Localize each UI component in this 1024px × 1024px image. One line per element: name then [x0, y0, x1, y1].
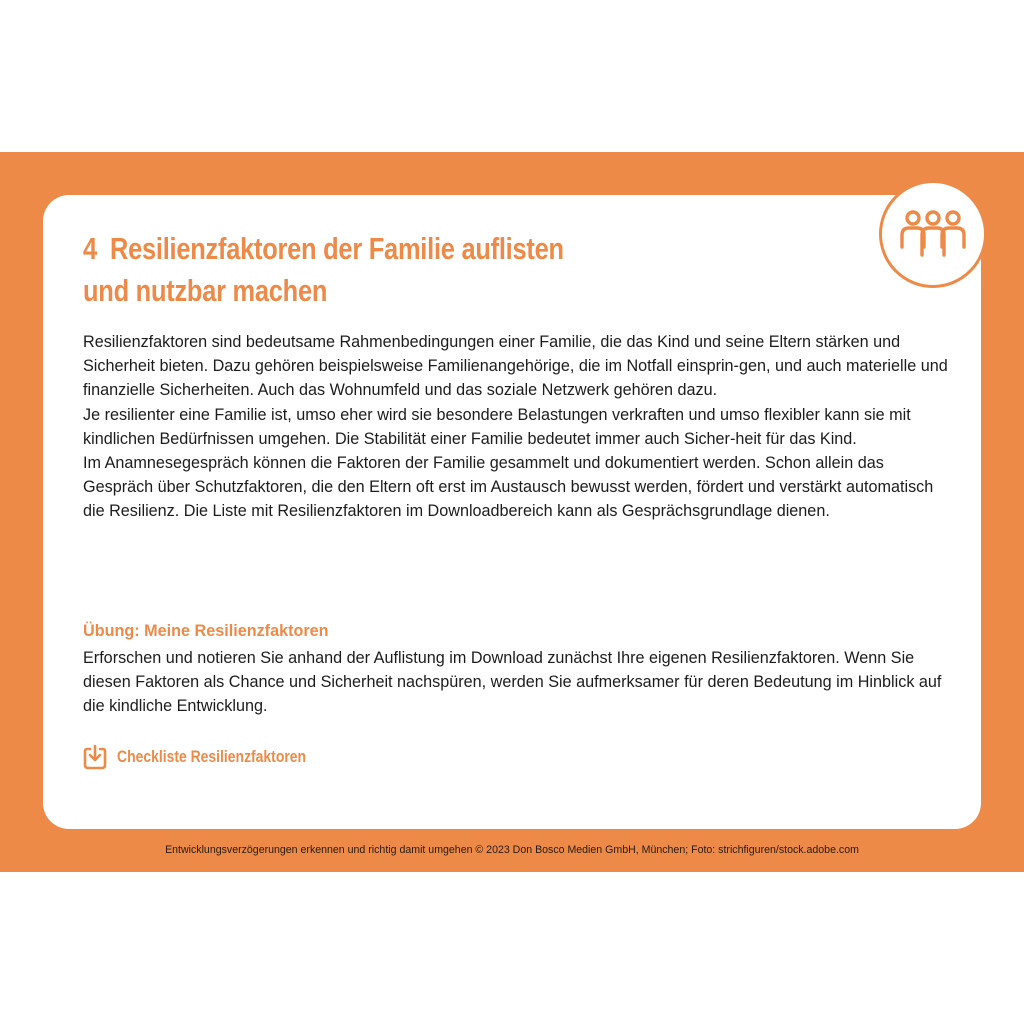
footer-credits: Entwicklungsverzögerungen erkennen und richtig damit umgehen © 2023 Don Bosco Medien GmbH, München; Foto: strichfiguren/stock.adobe.com	[165, 844, 859, 856]
exercise-text	[83, 646, 953, 719]
exercise-heading: Übung: Meine Resilienzfaktoren	[83, 622, 329, 640]
body-text	[83, 330, 953, 524]
family-icon	[900, 209, 966, 259]
title-line-1: Resilienzfaktoren der Familie auflisten	[110, 231, 564, 266]
section-number: 4	[83, 231, 97, 266]
body-paragraph-3: Im Anamnesegespräch können die Faktoren der Familie gesammelt und dokumentiert werden. Schon allein das Gespräch über Schutzfaktoren, die den Eltern oft erst im Austausch bewusst werden, fördert und verstärkt automatisch die Resilienz. Die Liste mit Resilienzfaktoren im Downloadbereich kann als Gesprächsgrundlage dienen.	[83, 454, 934, 521]
family-badge	[879, 180, 987, 288]
download-label: Checkliste Resilienzfaktoren	[117, 747, 307, 766]
body-paragraph-1: Resilienzfaktoren sind bedeutsame Rahmenbedingungen einer Familie, die das Kind und seine Eltern stärken und Sicherheit bieten. Dazu gehören beispielsweise Familienangehörige, die im Notfall einsprin-gen, und auch materielle und finanzielle Sicherheiten. Auch das Wohnumfeld und das soziale Netzwerk gehören dazu.	[83, 333, 948, 400]
page-title	[83, 228, 723, 312]
download-icon	[83, 744, 107, 770]
exercise-paragraph: Erforschen und notieren Sie anhand der Auflistung im Download zunächst Ihre eigenen Resilienzfaktoren. Wenn Sie diesen Faktoren als Chance und Sicherheit nachspüren, werden Sie aufmerksamer für deren Bedeutung im Hinblick auf die kindliche Entwicklung.	[83, 649, 942, 716]
download-checklist-link[interactable]	[83, 744, 348, 770]
body-paragraph-2: Je resilienter eine Familie ist, umso eher wird sie besondere Belastungen verkraften und umso flexibler kann sie mit kindlichen Bedürfnissen umgehen. Die Stabilität einer Familie bedeutet immer auch Sicher-heit für das Kind.	[83, 405, 911, 448]
title-line-2: und nutzbar machen	[83, 273, 328, 308]
